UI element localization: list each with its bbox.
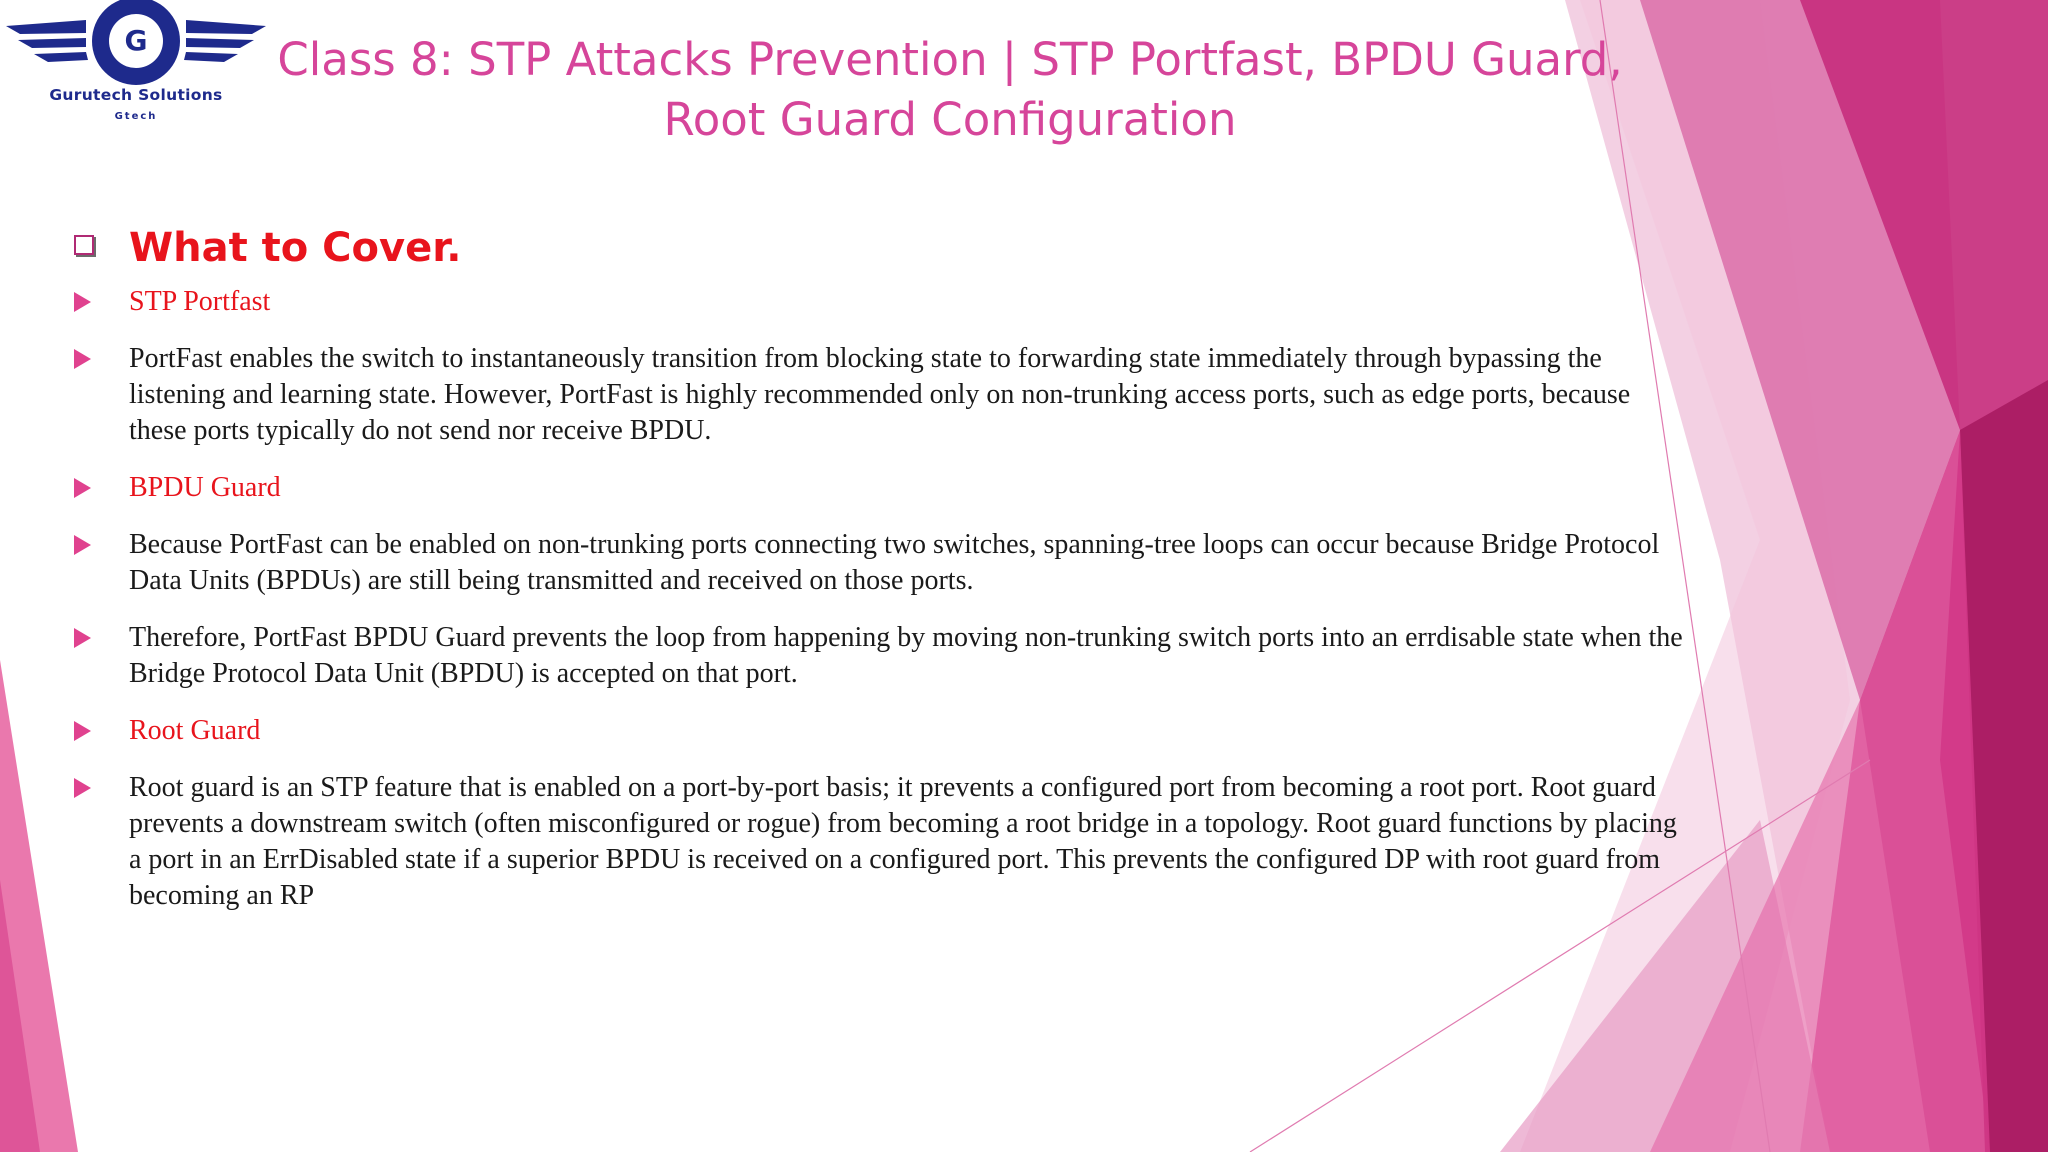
logo-name: Gurutech Solutions	[49, 86, 223, 104]
list-item-text: STP Portfast	[129, 286, 271, 317]
list-item-subheading	[72, 470, 1692, 506]
slide-title-line-1: Class 8: STP Attacks Prevention | STP Portfast, BPDU Guard,	[277, 33, 1623, 86]
section-heading-text: What to Cover.	[129, 225, 462, 271]
logo-subtitle: Gtech	[114, 111, 158, 122]
logo-letter: G	[124, 24, 148, 57]
list-item-text: BPDU Guard	[129, 472, 281, 503]
list-item-text: Therefore, PortFast BPDU Guard prevents the loop from happening by moving non-trunking switch ports into an errdisable state when the Bridge Protocol Data Unit (BPDU) is accepted on that port.	[129, 622, 1683, 689]
triangle-bullet-icon	[74, 628, 91, 648]
list-item	[72, 527, 1692, 599]
list-item-text: Root guard is an STP feature that is enabled on a port-by-port basis; it prevents a configured port from becoming a root port. Root guard prevents a downstream switch (often misconfigured or rogue) from becoming a root bridge in a topology. Root guard functions by placing a port in an ErrDisabled state if a superior BPDU is received on a configured port. This prevents the configured DP with root guard from becoming an RP	[129, 772, 1677, 911]
list-item	[72, 341, 1692, 449]
list-item-text: PortFast enables the switch to instantaneously transition from blocking state to forwarding state immediately through bypassing the listening and learning state. However, PortFast is highly recommended only on non-trunking access ports, such as edge ports, because these ports typically do not send nor receive BPDU.	[129, 343, 1631, 446]
list-item-subheading	[72, 713, 1692, 749]
slide-title	[270, 30, 1630, 150]
brand-logo	[0, 0, 270, 130]
list-item-subheading	[72, 284, 1692, 320]
list-item	[72, 770, 1692, 914]
checkbox-bullet-icon	[74, 235, 94, 255]
slide-title-line-2: Root Guard Configuration	[663, 93, 1237, 146]
triangle-bullet-icon	[74, 535, 91, 555]
triangle-bullet-icon	[74, 778, 91, 798]
triangle-bullet-icon	[74, 478, 91, 498]
list-item-text: Because PortFast can be enabled on non-trunking ports connecting two switches, spanning-tree loops can occur because Bridge Protocol Data Units (BPDUs) are still being transmitted and received on those ports.	[129, 529, 1660, 596]
triangle-bullet-icon	[74, 721, 91, 741]
triangle-bullet-icon	[74, 349, 91, 369]
slide-content	[72, 220, 1692, 935]
triangle-bullet-icon	[74, 292, 91, 312]
list-item-text: Root Guard	[129, 715, 261, 746]
list-item	[72, 620, 1692, 692]
section-heading	[72, 220, 1692, 284]
